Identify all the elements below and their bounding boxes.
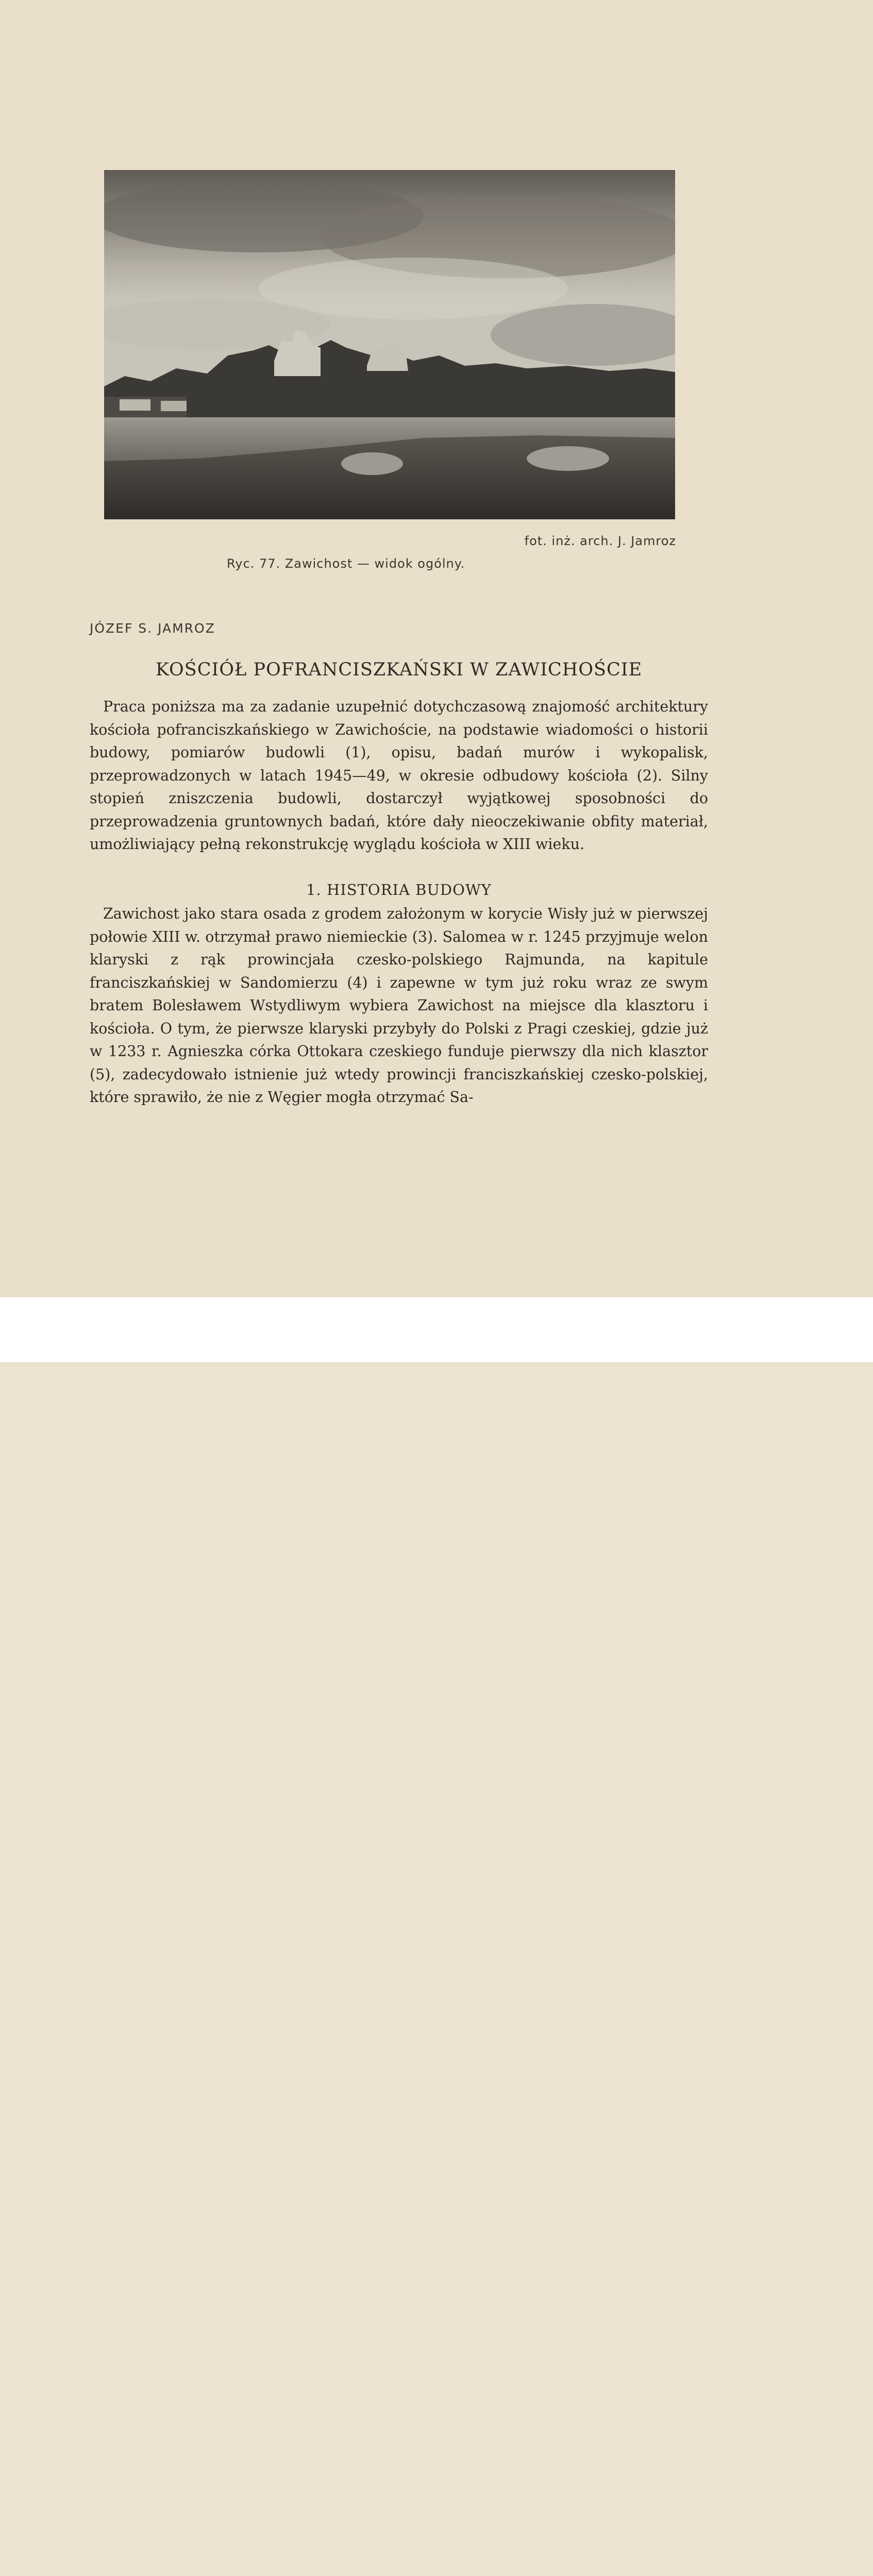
figure-caption: Ryc. 77. Zawichost — widok ogólny. (227, 556, 465, 571)
section-heading: 1. HISTORIA BUDOWY (306, 881, 492, 899)
photo-illustration (104, 170, 675, 519)
landscape-photograph (104, 170, 675, 519)
intro-paragraph: Praca poniższa ma za zadanie uzupełnić dotychczasową znajomość architektury kościoła pofranciszkańskiego w Zawichoście, na podstawie wiadomości o historii budowy, pomiarów budowli (1), opisu, badań murów i wykopalisk, przeprowadzonych w latach 1945—49, w okresie odbudowy kościoła (2). Silny stopień zniszczenia budowli, dostarczył wyjątkowej sposobności do przeprowadzenia gruntownych badań, które dały nieoczekiwanie obfity materiał, umożliwiający pełną rekonstrukcję wyglądu kościoła w XIII wieku. (90, 698, 708, 853)
section-paragraph: Zawichost jako stara osada z grodem założonym w korycie Wisły już w pierwszej połowie XIII w. otrzymał prawo niemieckie (3). Salomea w r. 1245 przyjmuje welon klaryski z rąk prowincjała czesko-polskiego Rajmunda, na kapitule franciszkańskiej w Sandomierzu (4) i zapewne w tym już roku wraz ze swym bratem Bolesławem Wstydliwym wybiera Zawichost na miejsce dla klasztoru i kościoła. O tym, że pierwsze klaryski przybyły do Polski z Pragi czeskiej, gdzie już w 1233 r. Agnieszka córka Ottokara czeskiego funduje pierwszy dla nich klasztor (5), zadecydowało istnienie już wtedy prowincji franciszkańskiej czesko-polskiej, które sprawiło, że nie z Węgier mogła otrzymać Sa- (90, 905, 708, 1106)
photo-credit: fot. inż. arch. J. Jamroz (524, 534, 676, 548)
article-title: KOŚCIÓŁ POFRANCISZKAŃSKI W ZAWICHOŚCIE (155, 659, 643, 680)
library-footer (0, 1297, 873, 1362)
author-name: JÓZEF S. JAMROZ (90, 621, 215, 636)
